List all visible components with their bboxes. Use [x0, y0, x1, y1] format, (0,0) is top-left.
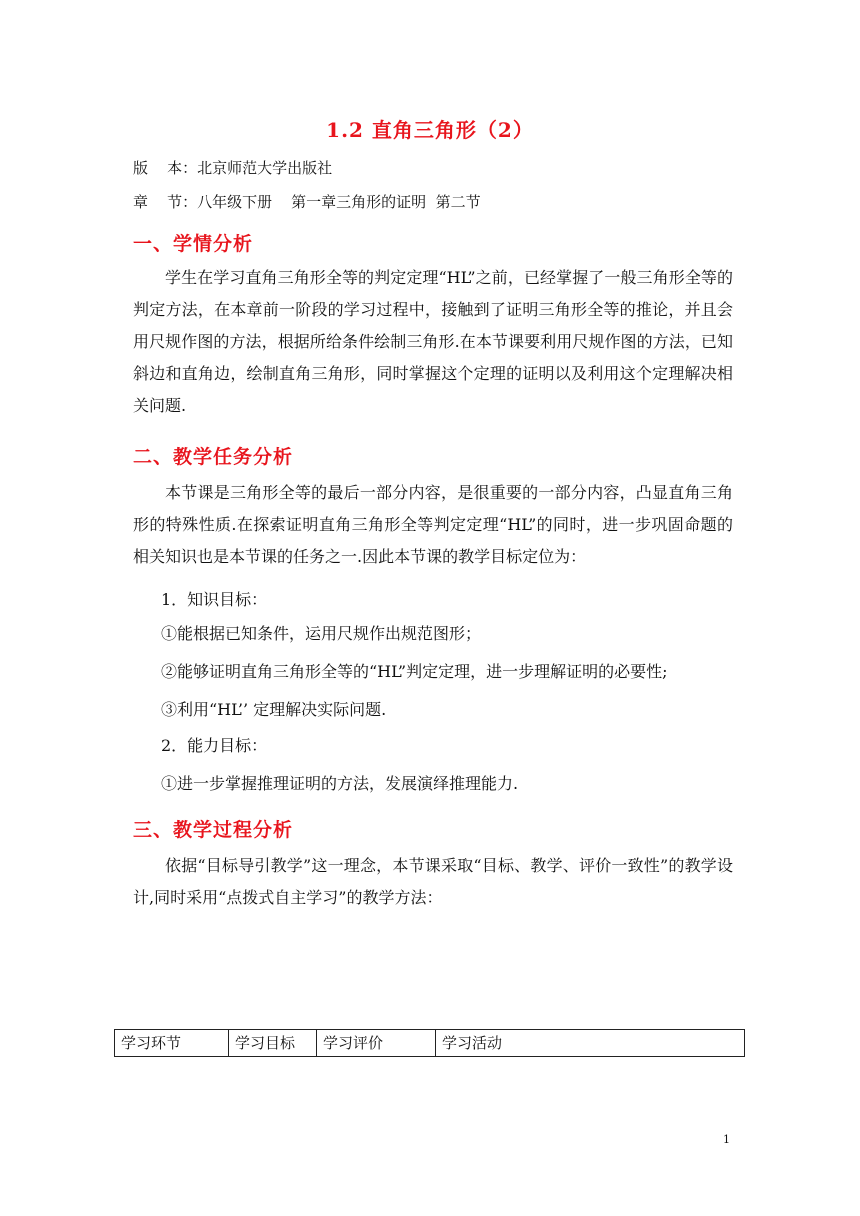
- paragraph-text: 本节课是三角形全等的最后一部分内容，是很重要的一部分内容，凸显直角三角形的特殊性质.在探索证明直角三角形全等判定定理“HL”的同时，进一步巩固命题的相关知识也是本节课的任务之一.因此本节课的教学目标定位为：: [133, 483, 733, 566]
- table-header-cell: 学习活动: [442, 1034, 503, 1052]
- section-paragraph-3: [133, 850, 733, 914]
- edition-line: 版 本：北京师范大学出版社: [133, 159, 333, 177]
- list-item: 1．知识目标：: [161, 590, 268, 609]
- section-paragraph-1: [133, 262, 733, 422]
- section-heading-3: 三、教学过程分析: [133, 819, 294, 841]
- section-heading-1: 一、学情分析: [133, 233, 254, 255]
- list-item: ②能够证明直角三角形全等的“HL”判定定理，进一步理解证明的必要性;: [161, 662, 668, 681]
- chapter-line: 章 节：八年级下册 第一章三角形的证明 第二节: [133, 193, 481, 211]
- page-title: 1.2 直角三角形（2）: [326, 118, 534, 142]
- paragraph-text: 依据“目标导引教学”这一理念，本节课采取“目标、教学、评价一致性”的教学设计,同时采用“点拨式自主学习”的教学方法：: [133, 856, 733, 907]
- lesson-table: [114, 1029, 745, 1057]
- list-item: 2．能力目标：: [161, 736, 268, 755]
- table-header-cell: 学习环节: [115, 1030, 229, 1056]
- page-number: 1: [723, 1133, 730, 1146]
- table-header-cell: 学习评价: [317, 1030, 436, 1056]
- section-heading-2: 二、教学任务分析: [133, 446, 294, 468]
- list-item: ①能根据已知条件，运用尺规作出规范图形；: [161, 624, 482, 643]
- list-item: ③利用“HL’’ 定理解决实际问题.: [161, 700, 387, 719]
- paragraph-text: 学生在学习直角三角形全等的判定定理“HL”之前，已经掌握了一般三角形全等的判定方法，在本章前一阶段的学习过程中，接触到了证明三角形全等的推论，并且会用尺规作图的方法，根据所给条件绘制三角形.在本节课要利用尺规作图的方法，已知斜边和直角边，绘制直角三角形，同时掌握这个定理的证明以及利用这个定理解决相关问题.: [133, 268, 733, 415]
- table-header-cell: 学习目标: [229, 1030, 317, 1056]
- list-item: ①进一步掌握推理证明的方法，发展演绎推理能力.: [161, 774, 519, 793]
- section-paragraph-2: [133, 477, 733, 573]
